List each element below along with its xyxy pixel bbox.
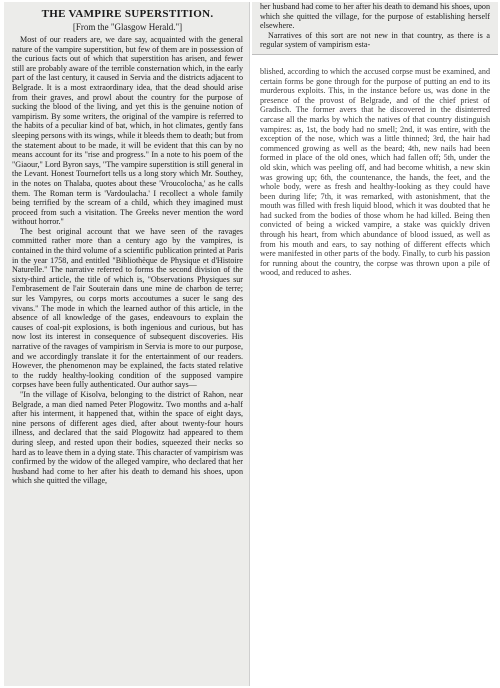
right-top-paragraph-2: Narratives of this sort are not new in that country, as there is a regular system of vampirism esta- [260,30,490,50]
article-source: [From the "Glasgow Herald."] [72,22,183,32]
right-column [252,2,498,442]
right-body-text [252,55,498,278]
left-paragraph-2: The best original account that we have seen of the ravages committed rather more than a century ago by the vampires, is contained in the third volume of a scientific publication printed at Paris in the year 1758, and entitled "Bibliothèque de Physique et d'Histoire Naturelle." The narrative referred to forms the second division of the sixty-third article, the title of which is, "Observations Physiques sur l'embrasement de l'air Souterain dans une mine de charbon de terre; sur les Vampyres, ou corps morts accoutumes a sucer le sang des vivans." The mode in which the learned author of this article, in the absence of all knowledge of the gases, endeavours to explain the causes of coal-pit explosions, is both ingenious and curious, but has now lost its interest in consequence of subsequent discoveries. His narrative of the ravages of vampirism in Servia is more to our purpose, and we accordingly translate it for the entertainment of our readers. However, the phenomenon may be explained, the facts stated relative to the ruddy healthy-looking condition of the supposed vampire corpses have been fully authenticated. Our author says— [12,226,243,390]
article-title: THE VAMPIRE SUPERSTITION. [41,8,214,20]
right-body-paragraph-1: blished, according to which the accused corpse must be examined, and certain forms be gone through for the purpose of putting an end to its murderous exploits. This, in the instance before us, was done in the presence of the provost of Belgrade, and of the chief priest of Gradisch. The former avers that he discovered in the disinterred carcase all the marks by which the natives of that country distinguish vampires: as, 1st, the body had no smell; 2nd, it was entire, with the exception of the nose, which was a little thinned; 3rd, the hair had commenced growing as well as the beard; 4th, new nails had been formed in place of the old ones, which had fallen off; 5th, under the old skin, which was peeling off, and had become whitish, a new skin was growing up; 6th, the countenance, the hands, the feet, and the whole body, were as fresh and healthy-looking as they could have been during life; 7th, it was remarked, with astonishment, that the mouth was filled with fresh liquid blood, which it was doubted that he had sucked from the bodies of those whom he had killed. Being then convicted of being a wicked vampire, a stake was quickly driven through his heart, from which abundance of blood issued, as well as from his mouth and ears, to say nothing of different effects which were manifested in other parts of the body. Finally, to curb his passion for running about the country, the corpse was thrown upon a pile of wood, and reduced to ashes. [260,66,490,278]
right-top-paragraph-1: her husband had come to her after his death to demand his shoes, upon which she quitted the village, for the purpose of establishing herself elsewhere. [260,2,490,31]
left-paragraph-1: Most of our readers are, we dare say, acquainted with the general nature of the vampire superstition, but few of them are in possession of the curious facts out of which that superstition has arisen, and fewer still are probably aware of the terrible consternation which, in the early part of the last century, it caused in Servia and the districts adjacent to Belgrade. It is a most extraordinary idea, that the dead should arise from their graves, and prowl about the country for the purpose of sucking the blood of the living, and yet this is the genuine notion of vampirism. By some writers, the original of the vampire is referred to the habits of a peculiar kind of bat, which, in hot climates, gently fans sleeping persons with its wings, while it bleeds them to death; but from the statement about to be made, it will be evident that this can by no means account for its "rise and progress." In a note to his poem of the "Giaour," Lord Byron says, "The vampire superstition is still general in the Levant. Honest Tournefort tells us a long story which Mr. Southey, in the notes on Thalaba, quotes about these 'Vroucolocha,' as he calls them. The Roman term is 'Vardoulacha.' I recollect a whole family being terrified by the scream of a child, which they imagined must proceed from such a visitation. The Greeks never mention the word without horror." [12,35,243,227]
right-top-clipping [252,2,498,55]
left-paragraph-3: "In the village of Kisolva, belonging to the district of Rahon, near Belgrade, a man died named Peter Plogowitz. Two months and a-half after his interment, it happened that, within the space of eight days, nine persons of different ages died, after about twenty-four hours illness, and declared that the said Plogowitz had appeared to them during sleep, and rested upon their bodies, squeezed their necks so hard as to leave them in a dying state. This character of vampirism was confirmed by the widow of the alleged vampire, who declared that her husband had come to her after his death to demand his shoes, upon which she quitted the village, [12,389,243,486]
left-column [4,2,250,686]
